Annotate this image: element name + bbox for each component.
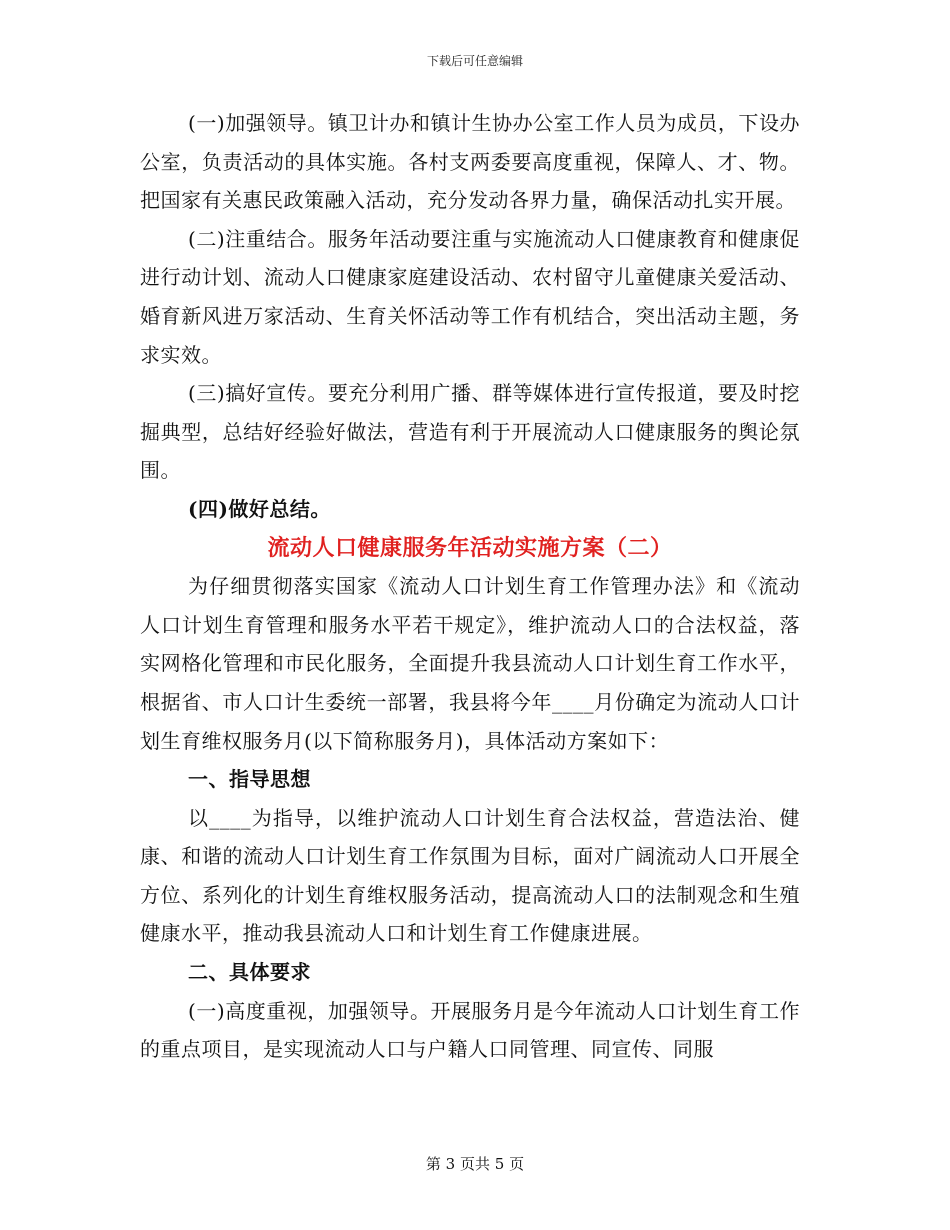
paragraph-summary: (四)做好总结。: [188, 496, 331, 521]
paragraph-publicity: (三)搞好宣传。要充分利用广播、群等媒体进行宣传报道，要及时挖掘典型，总结好经验好做法，营造有利于开展流动人口健康服务的舆论氛围。: [140, 381, 800, 483]
page-header: 下载后可任意编辑: [426, 54, 523, 68]
paragraph-focus-integration: (二)注重结合。服务年活动要注重与实施流动人口健康教育和健康促进行动计划、流动人口健康家庭建设活动、农村留守儿童健康关爱活动、婚育新风进万家活动、生育关怀活动等工作有机结合，突出活动主题，务求实效。: [140, 226, 800, 367]
paragraph-requirement-one: (一)高度重视，加强领导。开展服务月是今年流动人口计划生育工作的重点项目，是实现流动人口与户籍人口同管理、同宣传、同服: [140, 998, 800, 1062]
paragraph-strengthen-leadership: (一)加强领导。镇卫计办和镇计生协办公室工作人员为成员，下设办公室，负责活动的具体实施。各村支两委要高度重视，保障人、才、物。把国家有关惠民政策融入活动，充分发动各界力量，确保活动扎实开展。: [140, 111, 800, 213]
section-heading-requirements: 二、具体要求: [188, 960, 311, 985]
page-footer: 第 3 页共 5 页: [425, 1155, 525, 1173]
paragraph-introduction: 为仔细贯彻落实国家《流动人口计划生育工作管理办法》和《流动人口计划生育管理和服务水平若干规定》，维护流动人口的合法权益，落实网格化管理和市民化服务，全面提升我县流动人口计划生育工作水平，根据省、市人口计生委统一部署，我县将今年____月份确定为流动人口计划生育维权服务月(以下简称服务月)，具体活动方案如下：: [140, 574, 800, 753]
paragraph-guiding-thought: 以____为指导，以维护流动人口计划生育合法权益，营造法治、健康、和谐的流动人口计划生育工作氛围为目标，面对广阔流动人口开展全方位、系列化的计划生育维权服务活动，提高流动人口的法制观念和生殖健康水平，推动我县流动人口和计划生育工作健康进展。: [140, 805, 800, 946]
document-title: 流动人口健康服务年活动实施方案（二）: [267, 534, 673, 561]
document-body: [140, 104, 800, 1069]
section-heading-guiding-thought: 一、指导思想: [188, 767, 311, 792]
